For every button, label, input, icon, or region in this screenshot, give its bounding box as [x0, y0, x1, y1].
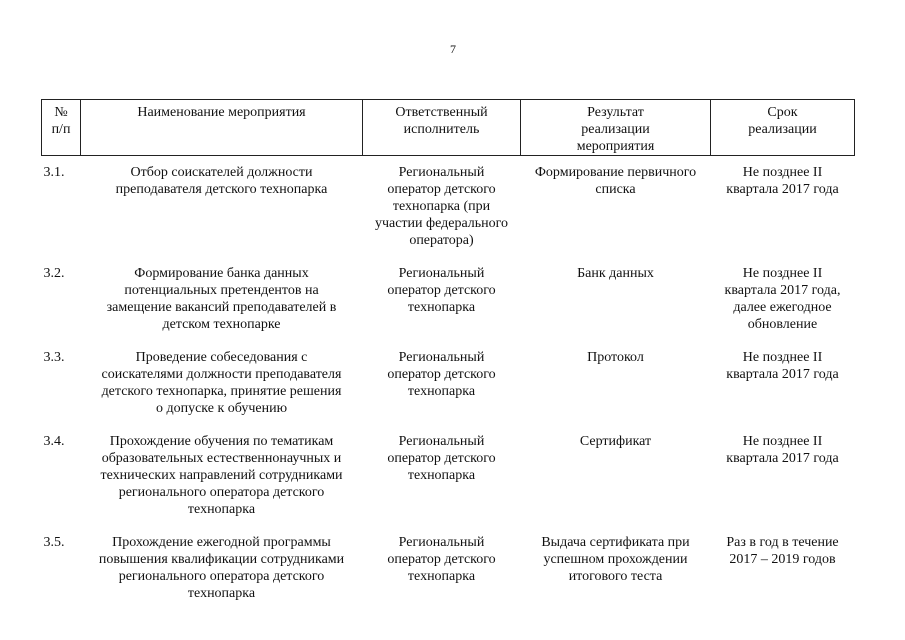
table-header [42, 100, 855, 156]
row-deadline: Не позднее II квартала 2017 года [726, 434, 839, 466]
table-row [42, 156, 855, 258]
row-activity: Прохождение обучения по тематикам образовательных естественнонаучных и технических направлений сотрудниками регионального оператора детского технопарка [100, 434, 343, 517]
row-deadline: Не позднее II квартала 2017 года [726, 165, 839, 197]
header-activity: Наименование мероприятия [81, 100, 363, 156]
row-number: 3.3. [43, 350, 65, 365]
row-result: Банк данных [577, 266, 654, 281]
row-executor: Региональный оператор детского технопарка [387, 350, 496, 399]
row-number: 3.2. [43, 266, 65, 281]
row-executor: Региональный оператор детского технопарка [387, 266, 496, 315]
activities-table [41, 99, 855, 610]
table-body [42, 156, 855, 611]
row-result: Сертификат [579, 434, 652, 449]
header-executor: Ответственный исполнитель [363, 100, 521, 156]
header-row [42, 100, 855, 156]
row-executor: Региональный оператор детского технопарка [387, 535, 496, 584]
row-result: Формирование первичного списка [534, 165, 697, 197]
row-executor: Региональный оператор детского технопарка [387, 434, 496, 483]
row-number: 3.1. [43, 165, 65, 180]
header-deadline: Срок реализации [711, 100, 855, 156]
row-number: 3.5. [43, 535, 65, 550]
row-deadline: Не позднее II квартала 2017 года [726, 350, 839, 382]
row-number: 3.4. [43, 434, 65, 449]
table-row [42, 341, 855, 425]
table-row [42, 526, 855, 610]
header-number: № п/п [42, 100, 81, 156]
row-deadline: Не позднее II квартала 2017 года, далее ежегодное обновление [724, 266, 841, 332]
row-executor: Региональный оператор детского технопарка (при участии федерального оператора) [374, 165, 509, 248]
page-number: 7 [450, 42, 456, 56]
row-activity: Проведение собеседования с соискателями должности преподавателя детского технопарка, принятие решения о допуске к обучению [101, 350, 342, 416]
table-row [42, 425, 855, 526]
row-activity: Прохождение ежегодной программы повышения квалификации сотрудниками регионального оператора детского технопарка [98, 535, 345, 601]
row-result: Выдача сертификата при успешном прохождении итогового теста [541, 535, 690, 584]
row-activity: Отбор соискателей должности преподавателя детского технопарка [115, 165, 328, 197]
row-result: Протокол [587, 350, 644, 365]
header-result: Результат реализации мероприятия [521, 100, 711, 156]
row-activity: Формирование банка данных потенциальных претендентов на замещение вакансий преподавателей в детском технопарке [106, 266, 337, 332]
row-deadline: Раз в год в течение 2017 – 2019 годов [726, 535, 839, 567]
table-row [42, 257, 855, 341]
